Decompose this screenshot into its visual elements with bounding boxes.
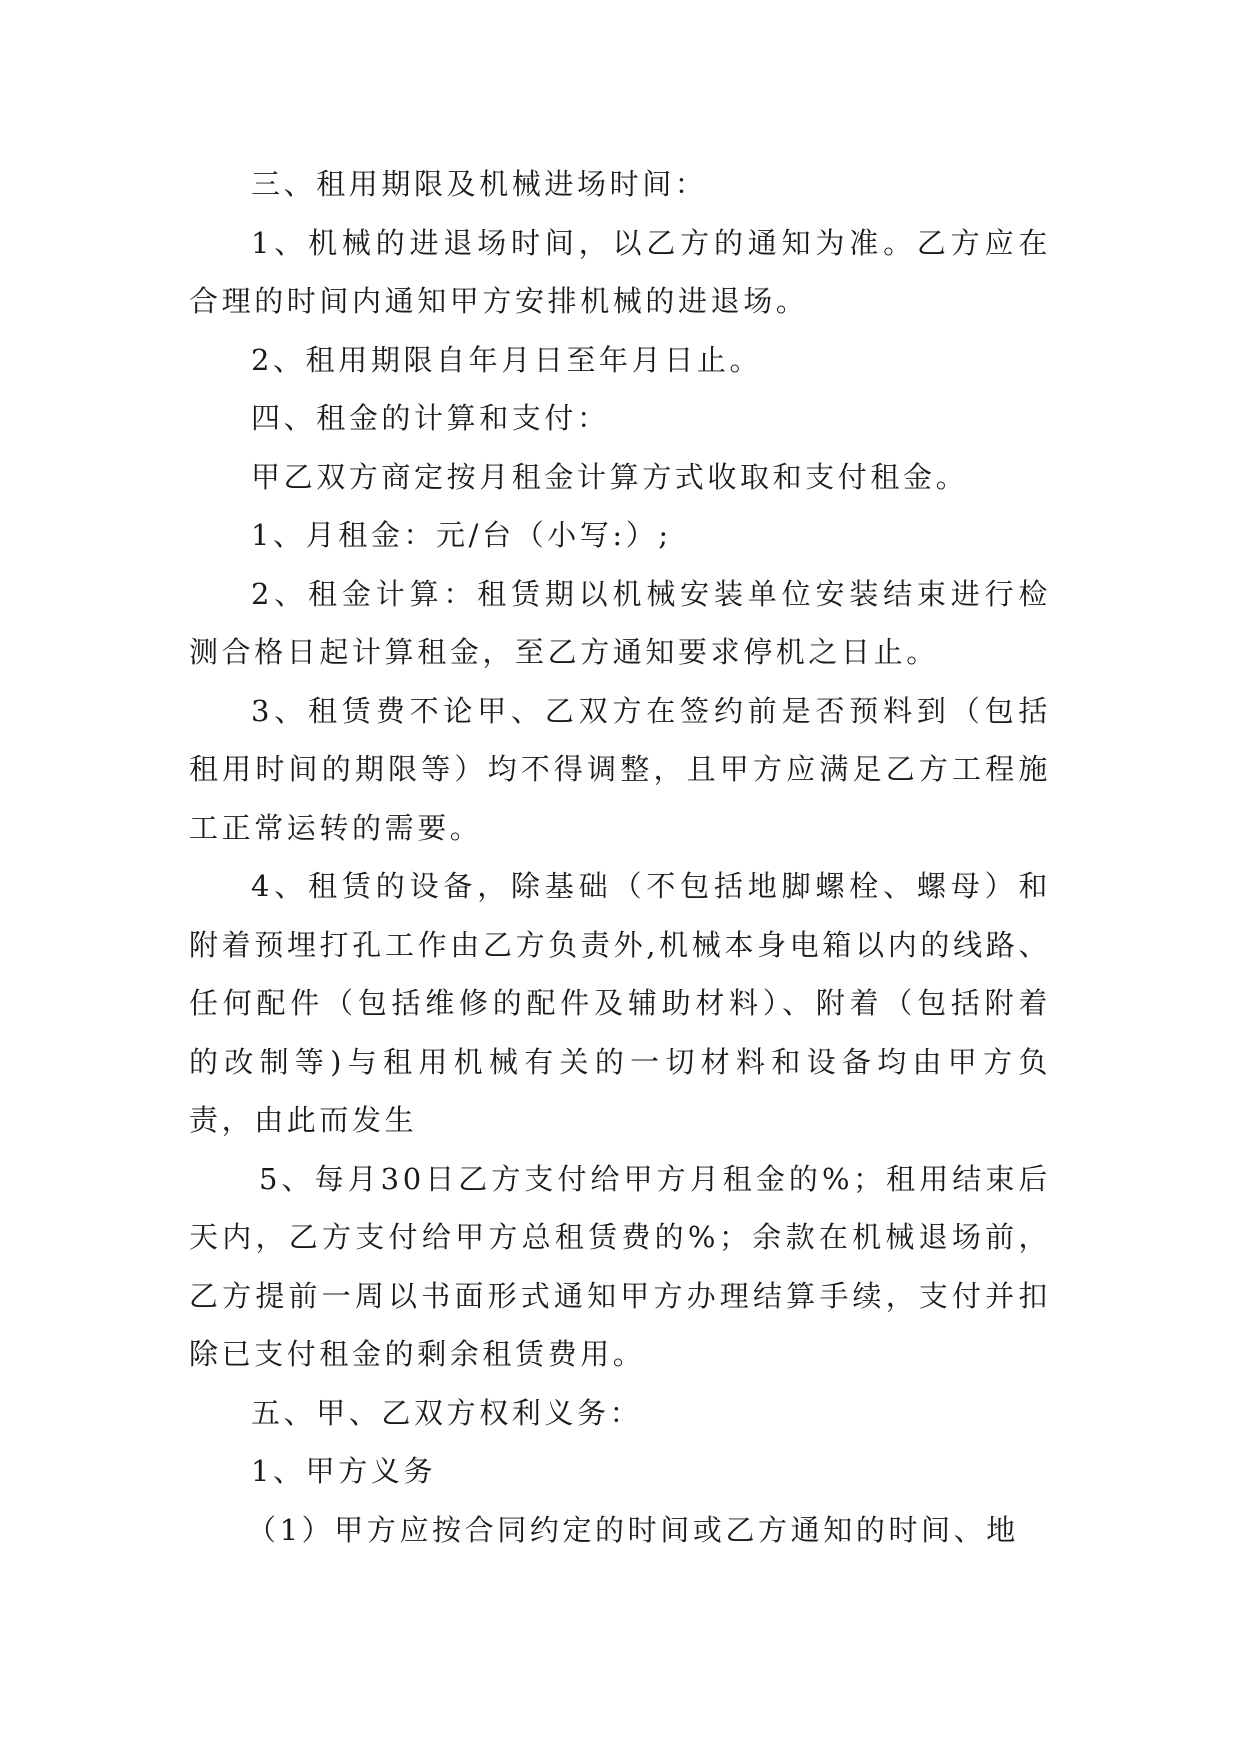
section-heading-3: 三、租用期限及机械进场时间：: [251, 167, 708, 201]
paragraph: 1、机械的进退场时间，以乙方的通知为准。乙方应在合理的时间内通知甲方安排机械的进退场。: [189, 225, 1051, 318]
paragraph: 3、租赁费不论甲、乙双方在签约前是否预料到（包括租用时间的期限等）均不得调整，且甲方应满足乙方工程施工正常运转的需要。: [189, 693, 1051, 845]
section-heading-4: 四、租金的计算和支付：: [251, 401, 610, 435]
paragraph: 甲乙双方商定按月租金计算方式收取和支付租金。: [251, 459, 969, 494]
paragraph: （1）甲方应按合同约定的时间或乙方通知的时间、地: [247, 1512, 1019, 1547]
paragraph: 5、每月30日乙方支付给甲方月租金的%；租用结束后天内，乙方支付给甲方总租赁费的%；余款在机械退场前，乙方提前一周以书面形式通知甲方办理结算手续，支付并扣除已支付租金的剩余租赁费用。: [189, 1161, 1051, 1371]
paragraph: 1、甲方义务: [251, 1454, 437, 1488]
section-heading-5: 五、甲、乙双方权利义务：: [251, 1395, 643, 1430]
document-body: [189, 155, 1051, 1559]
paragraph: 2、租金计算：租赁期以机械安装单位安装结束进行检测合格日起计算租金，至乙方通知要求停机之日止。: [189, 576, 1051, 669]
paragraph: 2、租用期限自年月日至年月日止。: [251, 342, 763, 377]
paragraph: 4、租赁的设备，除基础（不包括地脚螺栓、螺母）和附着预埋打孔工作由乙方负责外,机械本身电箱以内的线路、任何配件（包括维修的配件及辅助材料）、附着（包括附着的改制等)与租用机械有关的一切材料和设备均由甲方负责，由此而发生: [189, 869, 1051, 1137]
paragraph: 1、月租金：元/台（小写:）;: [251, 518, 672, 552]
